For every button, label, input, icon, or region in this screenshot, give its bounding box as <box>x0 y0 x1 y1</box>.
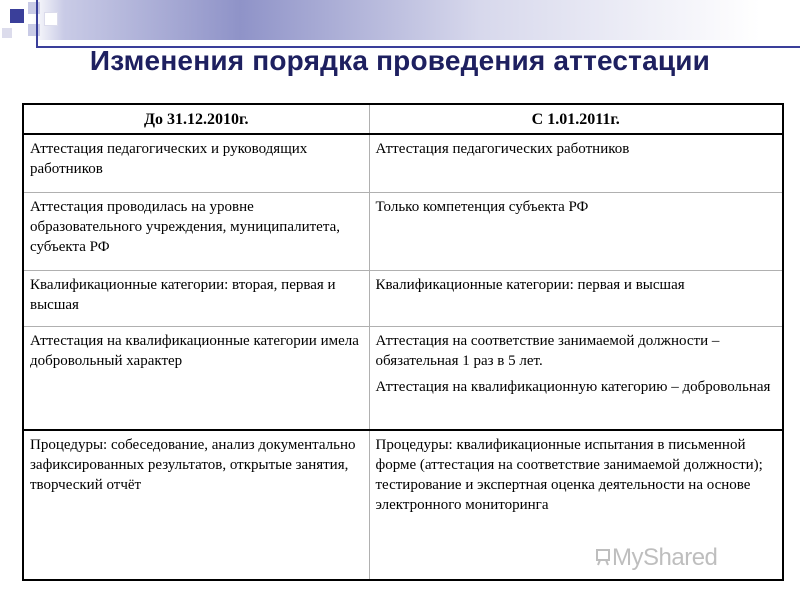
table-cell-before: Аттестация на квалификационные категории имела добровольный характер <box>23 326 369 430</box>
table-cell-before: Процедуры: собеседование, анализ документально зафиксированных результатов, открытые занятия, творческий отчёт <box>23 430 369 580</box>
column-header-before: До 31.12.2010г. <box>23 104 369 134</box>
table-row <box>23 134 783 192</box>
decor-square <box>28 24 40 36</box>
decor-square <box>2 28 12 38</box>
column-header-after: С 1.01.2011г. <box>369 104 783 134</box>
table-cell-before: Аттестация проводилась на уровне образовательного учреждения, муниципалитета, субъекта РФ <box>23 192 369 270</box>
table-row <box>23 192 783 270</box>
decor-square <box>10 9 24 23</box>
watermark-text: MyShared <box>612 544 718 571</box>
cell-paragraph: Аттестация на соответствие занимаемой должности – обязательная 1 раз в 5 лет. <box>375 332 720 369</box>
slide-title: Изменения порядка проведения аттестации <box>89 45 711 76</box>
table-cell-after: Квалификационные категории: первая и высшая <box>369 270 783 326</box>
decor-vertical-line <box>36 0 38 46</box>
table-cell-after: Процедуры: квалификационные испытания в письменной форме (аттестация на соответствие занимаемой должности); тестирование и экспертная оценка деятельности на основе электронного мониторинга <box>369 430 783 580</box>
table-row <box>23 270 783 326</box>
comparison-table <box>22 103 784 581</box>
table-cell-before: Аттестация педагогических и руководящих работников <box>23 134 369 192</box>
table-cell-after <box>369 326 783 430</box>
decor-square <box>44 12 58 26</box>
cell-paragraph: Аттестация на квалификационную категорию – добровольная <box>375 378 771 395</box>
table-row <box>23 326 783 430</box>
table-cell-before: Квалификационные категории: вторая, первая и высшая <box>23 270 369 326</box>
table-header-row <box>23 104 783 134</box>
decor-square <box>28 2 40 14</box>
table-cell-after: Аттестация педагогических работников <box>369 134 783 192</box>
table-cell-after: Только компетенция субъекта РФ <box>369 192 783 270</box>
watermark-icon <box>596 548 610 566</box>
decorative-header-band <box>0 0 800 40</box>
